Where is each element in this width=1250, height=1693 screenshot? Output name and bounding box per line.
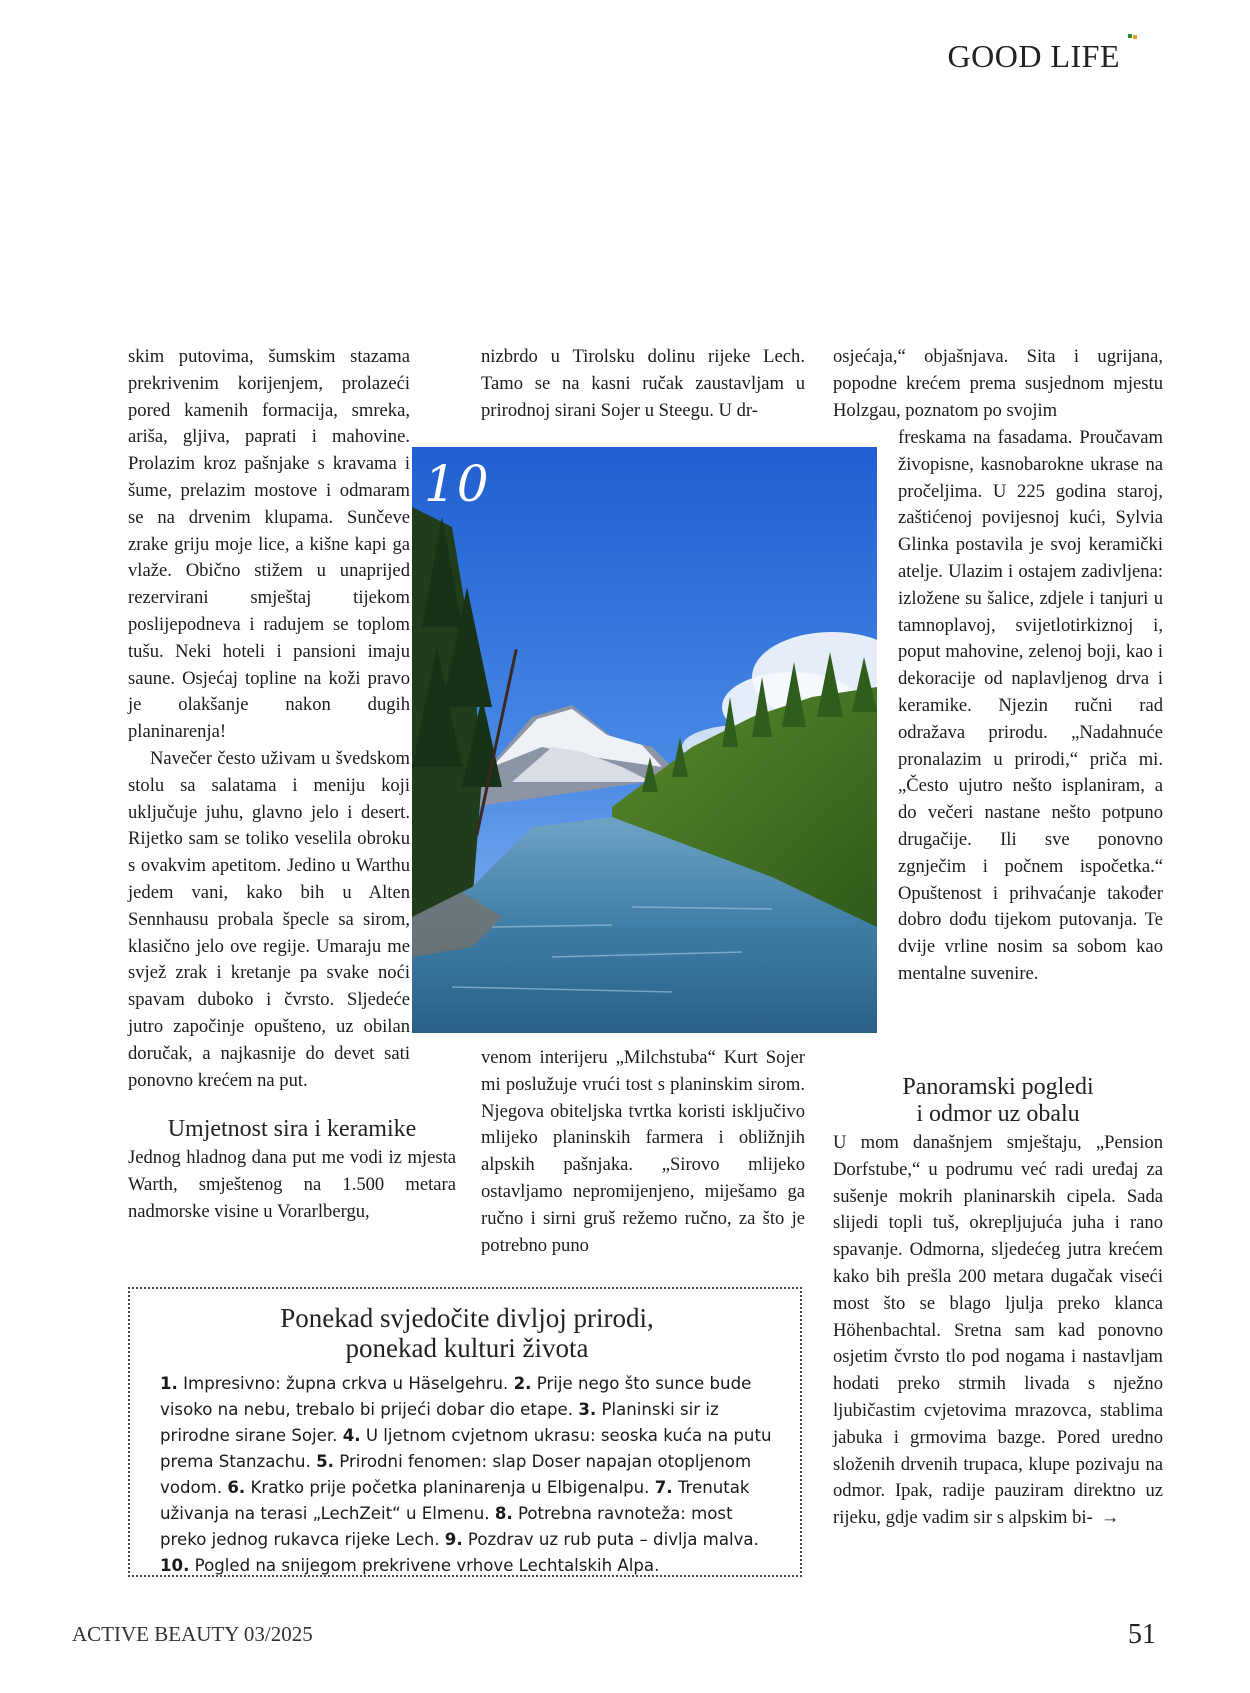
paragraph: venom interijeru „Milchstuba“ Kurt Sojer mi poslužuje vrući tost s planinskim sirom. Njegova obiteljska tvrtka koristi isključivo mlijeko planinskih farmera i obližnjih alpskih pašnjaka. „Sirovo mlijeko ostavljamo nepromijenjeno, miješamo ga ručno i sirni gruš režemo ručno, za što je potrebno puno (481, 1047, 805, 1256)
caption-item: Potrebna ravnoteža: most preko jednog rukavca rijeke Lech. (160, 1504, 733, 1549)
paragraph (833, 1130, 1163, 1532)
caption-title-line: ponekad kulturi života (345, 1333, 589, 1363)
caption-item: Planinski sir iz prirodne sirane Sojer. (160, 1400, 719, 1445)
photo-captions-box (128, 1287, 802, 1577)
caption-item: Impresivno: župna crkva u Häselgehru. (177, 1374, 514, 1393)
continue-arrow-icon: → (1100, 1507, 1120, 1529)
subheading: Umjetnost sira i keramike (167, 1116, 417, 1143)
paragraph-text: U mom današnjem smještaju, „Pension Dorfstube,“ u podrumu već radi uređaj za sušenje mokrih planinarskih cipela. Sada slijedi topli tuš, okrepljujuća juha i rano spavanje. Odmorna, sljedećeg jutra krećem kako bih prešla 200 metara dugačak viseći most što se blago ljulja preko klanca Höhenbachtal. Sretna sam kad ponovno osjetim čvrsto tlo pod nogama i nastavljam hodati preko strmih livada s nježno ljubičastim cvjetovima mrazovca, stablima jabuka i grmovima bazge. Pored uredno složenih drvenih trupaca, klupe pozivaju na odmor. Ipak, radije pauziram direktno uz rijeku, gdje vadim sir s alpskim bi- (833, 1132, 1163, 1529)
article-column-2-top (481, 344, 805, 424)
caption-item: U ljetnom cvjetnom ukrasu: seoska kuća na putu prema Stanzachu. (160, 1426, 772, 1471)
caption-title-line: Ponekad svjedočite divljoj prirodi, (280, 1303, 654, 1333)
subheading-line: Panoramski pogledi (902, 1074, 1094, 1100)
caption-item: Pogled na snijegom prekrivene vrhove Lechtalskih Alpa. (189, 1556, 660, 1575)
caption-item: Trenutak uživanja na terasi „LechZeit“ u Elmenu. (160, 1478, 750, 1523)
caption-number: 6. (227, 1478, 246, 1497)
article-column-3-side (898, 425, 1163, 988)
paragraph (128, 344, 456, 746)
caption-number: 4. (342, 1426, 361, 1445)
caption-list (160, 1371, 774, 1579)
caption-item: Kratko prije početka planinarenja u Elbigenalpu. (245, 1478, 655, 1497)
paragraph: Jednog hladnog dana put me vodi iz mjesta Warth, smještenog na 1.500 metara nadmorske visine u Vorarlbergu, (128, 1147, 456, 1222)
section-label: GOOD LIFE (947, 38, 1120, 74)
mountain-river-photo (412, 447, 877, 1033)
paragraph: nizbrdo u Tirolsku dolinu rijeke Lech. Tamo se na kasni ručak zaustavljam u prirodnoj sirani Sojer u Steegu. U dr- (481, 346, 805, 421)
article-column-2-bottom (481, 1045, 805, 1259)
article-column-3-bottom (833, 1074, 1163, 1532)
caption-number: 2. (513, 1374, 532, 1393)
paragraph-text: skim putovima, šumskim stazama prekrivenim korijenjem, prolazeći pored kamenih formacija, smreka, ariša, gljiva, paprati i mahovine. Prolazim kroz pašnjake s kravama i šume, prelazim mostove i odmaram se na drvenim klupama. Sunčeve zrake griju moje lice, a kišne kapi ga vlaže. Obično stižem u unaprijed rezervirani smještaj tijekom poslijepodneva i radujem se toplom tušu. Neki hoteli i pansioni imaju saune. Osjećaj topline na koži pravo je olakšanje nakon dugih planinarenja! (128, 346, 410, 743)
caption-number: 8. (494, 1504, 513, 1523)
paragraph: osjećaja,“ objašnjava. Sita i ugrijana, popodne krećem prema susjednom mjestu Holzgau, poznatom po svojim (833, 346, 1163, 421)
caption-number: 9. (444, 1530, 463, 1549)
photo-number-label: 10 (424, 455, 490, 513)
caption-number: 5. (316, 1452, 334, 1471)
caption-number: 10. (160, 1556, 190, 1575)
caption-item: Pozdrav uz rub puta – divlja malva. (462, 1530, 759, 1549)
caption-item: Prirodni fenomen: slap Doser napajan otopljenom vodom. (160, 1452, 752, 1497)
magazine-issue: ACTIVE BEAUTY 03/2025 (72, 1622, 313, 1646)
caption-number: 7. (654, 1478, 673, 1497)
brand-mark-icon (1128, 34, 1138, 40)
paragraph: Navečer često uživam u švedskom stolu sa salatama i meniju koji uključuje juhu, glavno jelo i desert. Rijetko sam se toliko veselila obroku s ovakvim apetitom. Jedino u Warthu jedem vani, kako bih u Alten Sennhausu probala špecle sa sirom, klasično jelo ove regije. Umaraju me svjež zrak i kretanje pa svake noći spavam duboko i čvrsto. Sljedeće jutro započinje opušteno, uz obilan doručak, a najkasnije do devet sati ponovno krećem na put. (128, 747, 410, 1091)
paragraph: freskama na fasadama. Proučavam živopisne, kasnobarokne ukrase na pročeljima. U 225 godina staroj, zaštićenoj povijesnoj kući, Sylvia Glinka postavila je svoj keramički atelje. Ulazim i ostajem zadivljena: izložene su šalice, zdjele i tanjuri u tamnoplavoj, svijetlotirkiznoj i, poput mahovine, zelenoj boji, kao i dekoracije od naplavljenog drva i keramike. Njezin ručni rad odražava prirodu. „Nadahnuće pronalazim u prirodi,“ priča mi. „Često ujutro nešto isplaniram, a do večeri nastane nešto potpuno drugačije. Ili sve ponovno zgnječim i počnem ispočetka.“ Opuštenost i prihvaćanje također dobro dođu tijekom putovanja. Te dvije vrline nosim sa sobom kao mentalne suvenire. (898, 427, 1163, 984)
article-column-1 (128, 344, 456, 1226)
subheading-line: i odmor uz obalu (916, 1101, 1080, 1127)
subheading (833, 1074, 1163, 1128)
caption-number: 3. (578, 1400, 597, 1419)
caption-title (160, 1303, 774, 1363)
article-column-3-top (833, 344, 1163, 424)
caption-number: 1. (160, 1374, 178, 1393)
page-number: 51 (1128, 1619, 1156, 1650)
caption-item: Prije nego što sunce bude visoko na nebu, trebalo bi prijeći dobar dio etape. (160, 1374, 752, 1419)
